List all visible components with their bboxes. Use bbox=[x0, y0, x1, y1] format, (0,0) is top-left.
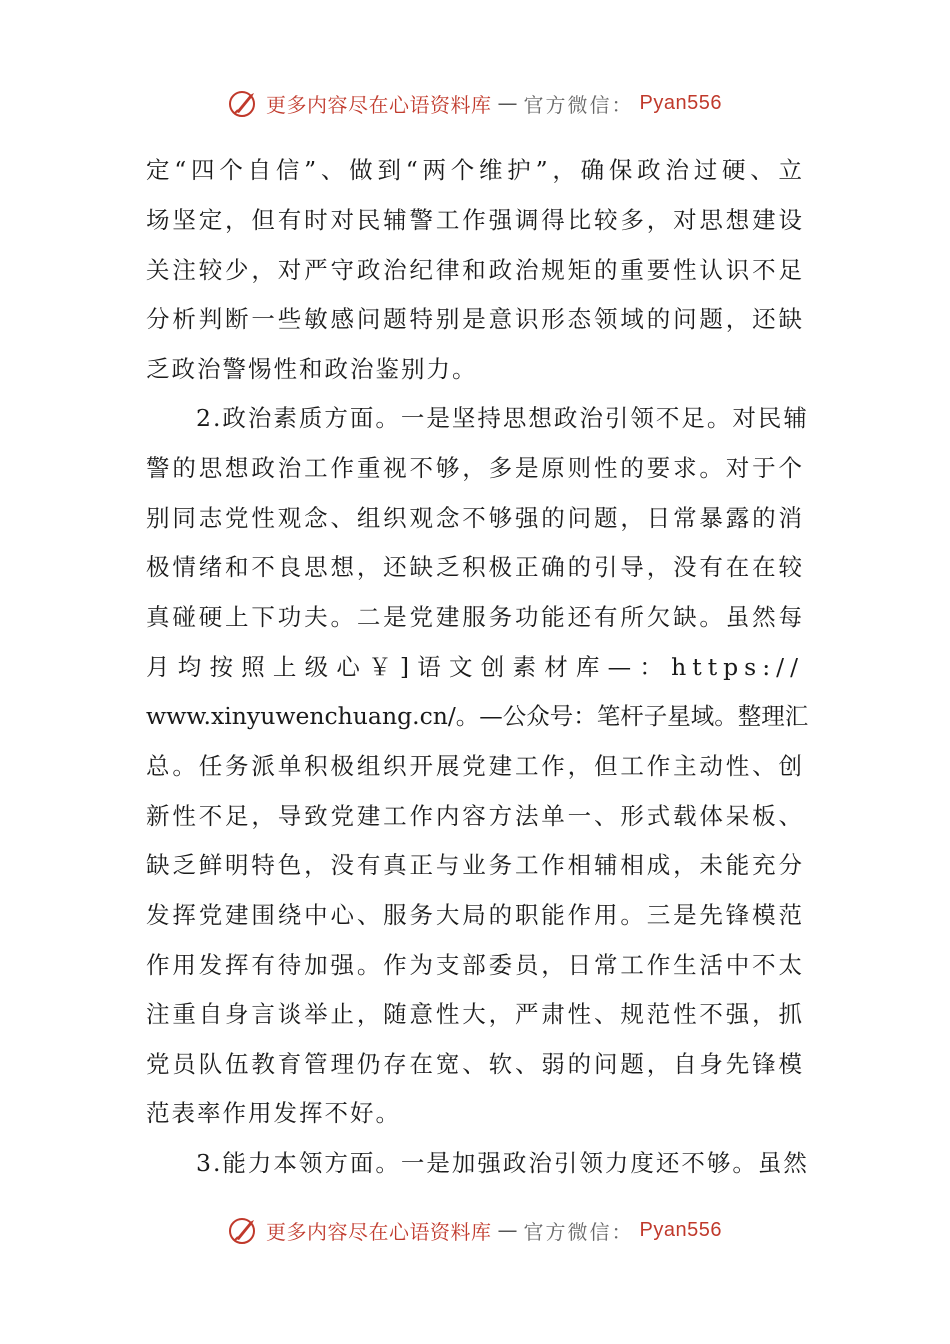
text-line: 党员队伍教育管理仍存在宽、软、弱的问题，自身先锋模 bbox=[146, 1050, 804, 1078]
watermark-dash: — bbox=[497, 91, 518, 115]
quill-logo-icon bbox=[228, 87, 260, 119]
text-line: 范表率作用发挥不好。 bbox=[146, 1099, 401, 1127]
watermark-sub-text: 官方微信： bbox=[523, 92, 634, 117]
quill-logo-icon bbox=[228, 1214, 260, 1246]
footer-watermark bbox=[0, 1212, 950, 1248]
text-line: 总。任务派单积极组织开展党建工作，但工作主动性、创 bbox=[146, 752, 804, 780]
text-line: 定“四个自信”、做到“两个维护”，确保政治过硬、立 bbox=[146, 156, 804, 184]
text-line: 极情绪和不良思想，还缺乏积极正确的引导，没有在在较 bbox=[146, 553, 804, 581]
text-line: www.xinyuwenchuang.cn/。—公众号：笔杆子星域。整理汇 bbox=[146, 702, 809, 730]
text-line: 真碰硬上下功夫。二是党建服务功能还有所欠缺。虽然每 bbox=[146, 603, 804, 631]
text-line: 新性不足，导致党建工作内容方法单一、形式载体呆板、 bbox=[146, 802, 804, 830]
watermark-main-text: 更多内容尽在心语资料库 bbox=[266, 92, 492, 117]
watermark-main-text: 更多内容尽在心语资料库 bbox=[266, 1219, 492, 1244]
text-line: 注重自身言谈举止，随意性大，严肃性、规范性不强，抓 bbox=[146, 1000, 804, 1028]
paragraph-start-line: 3.能力本领方面。一是加强政治引领力度还不够。虽然 bbox=[196, 1149, 809, 1177]
text-line: 分析判断一些敏感问题特别是意识形态领域的问题，还缺 bbox=[146, 305, 804, 333]
watermark-sub-text: 官方微信： bbox=[523, 1219, 634, 1244]
text-line: 月均按照上级心￥]语文创素材库—：https:// bbox=[146, 653, 804, 681]
watermark-dash: — bbox=[497, 1218, 518, 1242]
text-line: 场坚定，但有时对民辅警工作强调得比较多，对思想建设 bbox=[146, 206, 804, 234]
header-watermark bbox=[0, 85, 950, 121]
text-line: 乏政治警惕性和政治鉴别力。 bbox=[146, 355, 478, 383]
text-line: 警的思想政治工作重视不够，多是原则性的要求。对于个 bbox=[146, 454, 804, 482]
text-line: 作用发挥有待加强。作为支部委员，日常工作生活中不太 bbox=[146, 951, 804, 979]
text-line: 别同志党性观念、组织观念不够强的问题，日常暴露的消 bbox=[146, 504, 804, 532]
watermark-wechat-id: Pyan556 bbox=[639, 1218, 722, 1241]
text-line: 关注较少，对严守政治纪律和政治规矩的重要性认识不足 bbox=[146, 256, 804, 284]
watermark-wechat-id: Pyan556 bbox=[639, 91, 722, 114]
text-line: 缺乏鲜明特色，没有真正与业务工作相辅相成，未能充分 bbox=[146, 851, 804, 879]
text-line: 发挥党建围绕中心、服务大局的职能作用。三是先锋模范 bbox=[146, 901, 804, 929]
paragraph-start-line: 2.政治素质方面。一是坚持思想政治引领不足。对民辅 bbox=[196, 404, 809, 432]
